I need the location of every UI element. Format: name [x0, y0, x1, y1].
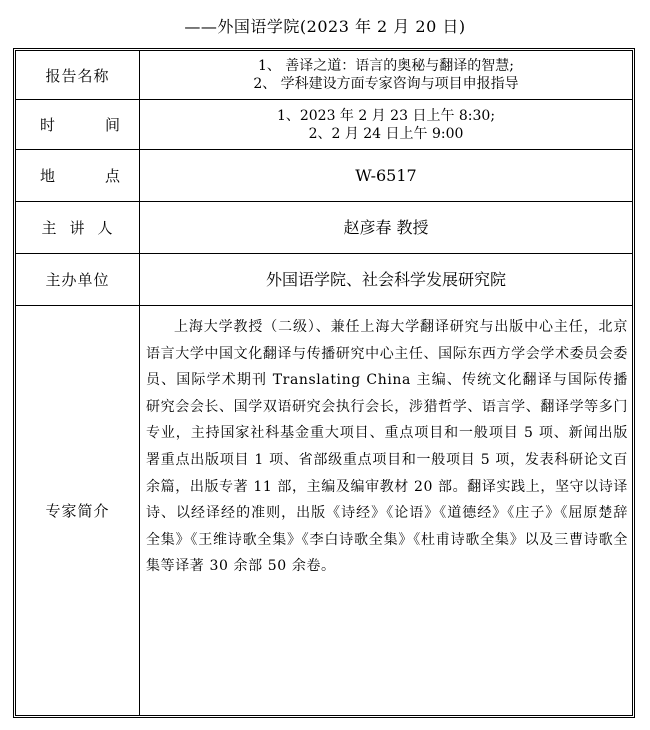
bio-paragraph: 上海大学教授（二级）、兼任上海大学翻译研究与出版中心主任，北京语言大学中国文化翻译与传播研究中心主任、国际东西方学会学术委员会委员、国际学术期刊 Translating China 主编、传统文化翻译与国际传播研究会会长、国学双语研究会执行会长，涉猎哲学、语言学、翻译学等多门专业，主持国家社科基金重大项目、重点项目和一般项目 5 项、新闻出版署重点出版项目 1 项、省部级重点项目和一般项目 5 项，发表科研论文百余篇，出版专著 11 部，主编及编审教材 20 部。翻译实践上，坚守以诗译诗、以经译经的准则，出版《诗经》《论语》《道德经》《庄子》《屈原楚辞全集》《王维诗歌全集》《李白诗歌全集》《杜甫诗歌全集》以及三曹诗歌全集等译著 30 余部 50 余卷。	[146, 319, 628, 575]
value-time	[140, 100, 632, 150]
label-location-char-2: 点	[104, 167, 121, 185]
value-organizer: 外国语学院、社会科学发展研究院	[140, 254, 632, 306]
value-location: W-6517	[140, 150, 632, 202]
label-speaker-char-3: 人	[97, 219, 114, 237]
row-location	[16, 150, 632, 202]
label-time-char-2: 间	[104, 116, 121, 134]
label-time-char-1: 时	[40, 116, 57, 134]
label-organizer	[16, 254, 140, 306]
value-bio	[140, 306, 632, 715]
row-time	[16, 100, 632, 150]
report-name-line-2: 2、 学科建设方面专家咨询与项目申报指导	[253, 76, 519, 92]
label-bio-text: 专家简介	[45, 502, 110, 520]
label-location-char-1: 地	[40, 167, 57, 185]
report-name-line-1: 1、 善译之道：语言的奥秘与翻译的智慧;	[257, 58, 515, 74]
label-location	[16, 150, 140, 202]
label-organizer-text: 主办单位	[45, 271, 110, 289]
label-speaker	[16, 202, 140, 254]
row-organizer	[16, 254, 632, 306]
value-report-name	[140, 51, 632, 100]
label-speaker-char-2: 讲	[69, 219, 86, 237]
label-bio	[16, 306, 140, 715]
label-report-name-text: 报告名称	[45, 66, 110, 85]
row-report-name	[16, 51, 632, 100]
value-speaker: 赵彦春 教授	[140, 202, 632, 254]
page-title: ——外国语学院(2023 年 2 月 20 日)	[184, 17, 466, 36]
lecture-info-table	[13, 48, 635, 718]
time-line-2: 2、2 月 24 日上午 9:00	[308, 125, 464, 142]
row-speaker	[16, 202, 632, 254]
time-line-1: 1、2023 年 2 月 23 日上午 8:30;	[276, 107, 496, 124]
label-time	[16, 100, 140, 150]
label-report-name	[16, 51, 140, 100]
label-speaker-char-1: 主	[41, 219, 58, 237]
row-bio	[16, 306, 632, 715]
